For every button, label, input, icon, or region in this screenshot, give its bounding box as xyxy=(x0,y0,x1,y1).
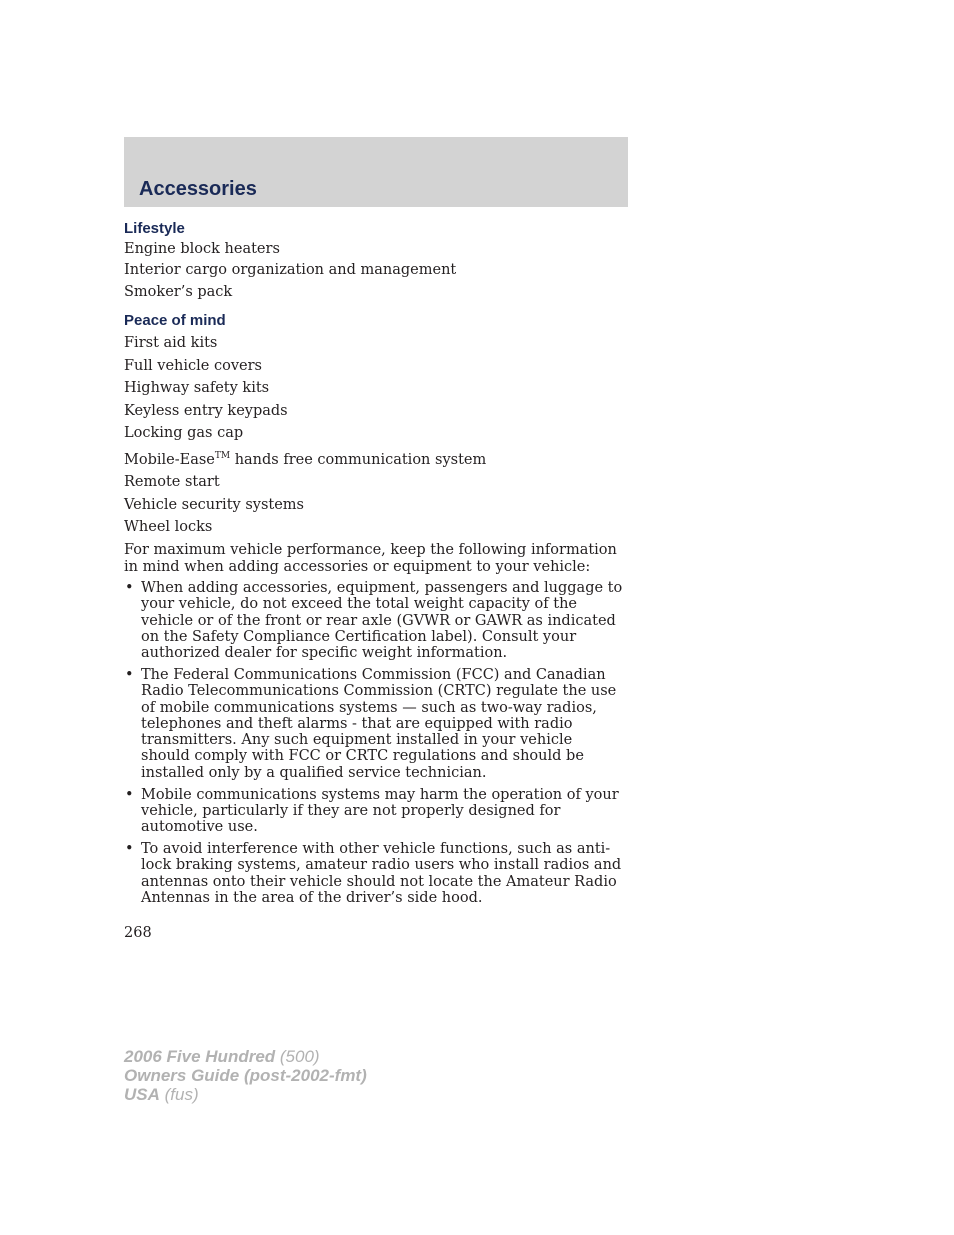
page-number: 268 xyxy=(124,925,152,941)
footer-line-guide: Owners Guide (post-2002-fmt) xyxy=(124,1066,367,1085)
bullet-text: The Federal Communications Commission (FCC) and Canadian Radio Telecommunications Commission (CRTC) regulate the use of mobile communications systems — such as two-way radios, telephones and theft alarms - that are equipped with radio transmitters. Any such equipment installed in your vehicle should comply with FCC or CRTC regulations and should be installed only by a qualified service technician. xyxy=(141,666,617,781)
lifestyle-heading: Lifestyle xyxy=(124,220,185,237)
bullet-dot: • xyxy=(125,580,134,596)
bullet-dot: • xyxy=(125,840,134,857)
trademark-mark: TM xyxy=(214,450,231,461)
intro-paragraph: For maximum vehicle performance, keep the following information in mind when adding accessories or equipment to your vehicle: xyxy=(124,542,617,575)
peace-of-mind-item: Full vehicle covers xyxy=(124,357,262,374)
mobile-ease-description: hands free communication system xyxy=(230,451,487,468)
section-title: Accessories xyxy=(139,178,257,200)
footer-line-market: USA (fus) xyxy=(124,1085,199,1104)
footer-line-model: 2006 Five Hundred (500) xyxy=(124,1047,320,1066)
peace-of-mind-item: Keyless entry keypads xyxy=(124,402,288,419)
bullet-item xyxy=(124,667,624,781)
bullet-dot: • xyxy=(125,786,134,803)
peace-of-mind-heading: Peace of mind xyxy=(124,312,226,329)
bullet-text: Mobile communications systems may harm the operation of your vehicle, particularly if they are not properly designed for automotive use. xyxy=(141,786,619,836)
bullet-list xyxy=(124,580,624,906)
bullet-item xyxy=(124,580,624,661)
mobile-ease-name: Mobile-Ease xyxy=(124,451,215,468)
section-header-band xyxy=(124,137,628,207)
peace-of-mind-item: Vehicle security systems xyxy=(124,496,304,513)
bullet-item xyxy=(124,841,624,906)
bullet-item xyxy=(124,787,624,836)
page-content xyxy=(124,220,624,906)
peace-of-mind-item: First aid kits xyxy=(124,335,218,351)
bullet-text: To avoid interference with other vehicle functions, such as anti-lock braking systems, amateur radio users who install radios and antennas onto their vehicle should not locate the Amateur Radio Antennas in the area of the driver’s side hood. xyxy=(141,840,622,906)
peace-of-mind-item-mobile-ease xyxy=(124,448,624,469)
peace-of-mind-item: Highway safety kits xyxy=(124,380,270,396)
bullet-text: When adding accessories, equipment, passengers and luggage to your vehicle, do not exceed the total weight capacity of the vehicle or of the front or rear axle (GVWR or GAWR as indicated on the Safety Compliance Certification label). Consult your authorized dealer for specific weight information. xyxy=(141,580,623,662)
peace-of-mind-item: Remote start xyxy=(124,474,220,490)
peace-of-mind-item: Wheel locks xyxy=(124,519,213,535)
document-footer xyxy=(124,1047,367,1104)
lifestyle-item: Smoker’s pack xyxy=(124,284,233,300)
bullet-dot: • xyxy=(125,666,134,683)
lifestyle-item: Engine block heaters xyxy=(124,241,280,257)
lifestyle-item: Interior cargo organization and management xyxy=(124,262,457,278)
peace-of-mind-item: Locking gas cap xyxy=(124,425,244,441)
